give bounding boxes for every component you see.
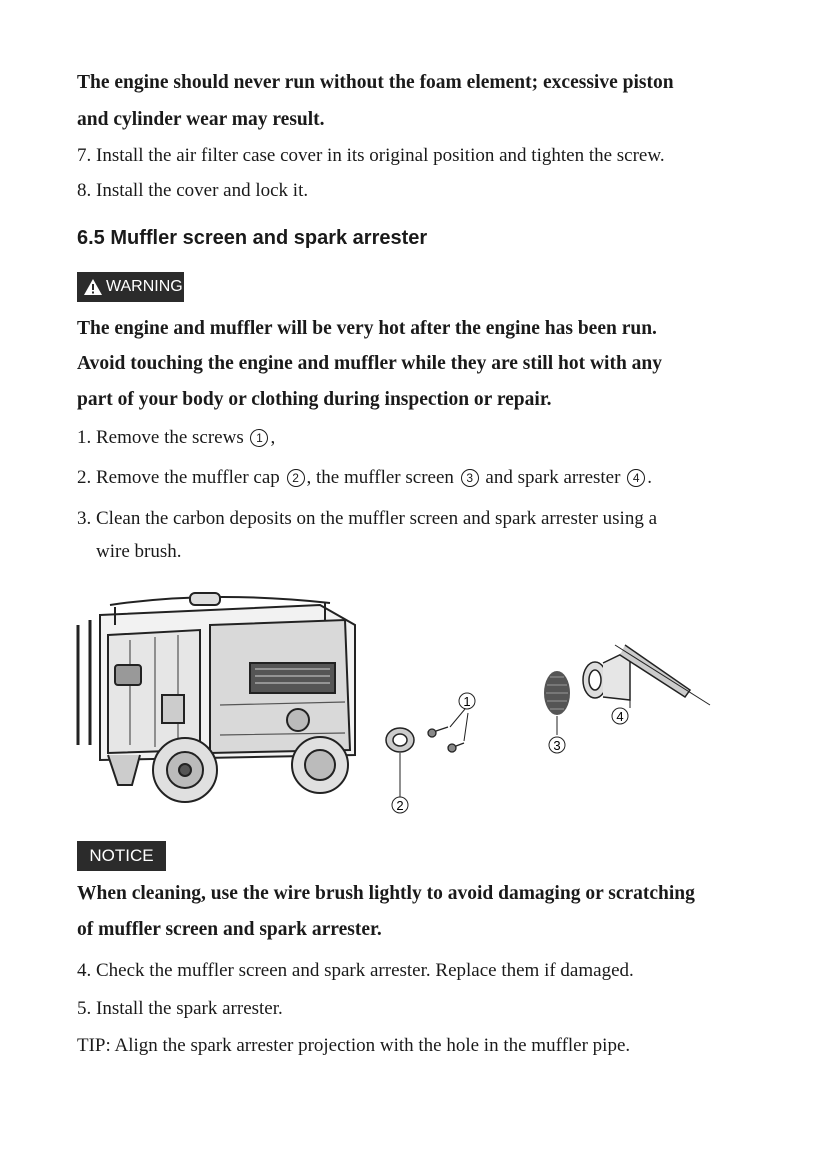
caution-text-line-2: and cylinder wear may result.	[77, 109, 325, 130]
notice-label: NOTICE	[89, 846, 154, 865]
svg-text:1: 1	[463, 694, 471, 709]
notice-text-line-1: When cleaning, use the wire brush lightly to avoid damaging or scratching	[77, 883, 695, 904]
screws-part	[428, 709, 468, 752]
step-1: 1. Remove the screws 1 ,	[77, 427, 276, 448]
muffler-parts-figure	[70, 585, 770, 825]
generator-illustration	[78, 593, 355, 802]
step-5: 5. Install the spark arrester.	[77, 998, 283, 1019]
callout-ref-2: 2	[287, 469, 305, 487]
warning-text-line-1: The engine and muffler will be very hot after the engine has been run.	[77, 318, 657, 339]
notice-badge	[77, 841, 166, 871]
muffler-screen-part	[544, 671, 570, 735]
callout-2	[392, 797, 408, 813]
spark-arrester-part	[583, 645, 710, 708]
callout-ref-4: 4	[627, 469, 645, 487]
warning-triangle-icon	[83, 278, 103, 296]
step-4: 4. Check the muffler screen and spark arrester. Replace them if damaged.	[77, 960, 634, 981]
step-3-line-1: 3. Clean the carbon deposits on the muffler screen and spark arrester using a	[77, 508, 658, 529]
warning-label: WARNING	[106, 278, 183, 295]
svg-text:2: 2	[396, 798, 404, 813]
warning-text-line-2: Avoid touching the engine and muffler while they are still hot with any	[77, 353, 663, 374]
caution-text-line-1: The engine should never run without the foam element; excessive piston	[77, 72, 674, 93]
callout-3	[549, 737, 565, 753]
warning-badge	[77, 272, 184, 302]
step-3-line-2: wire brush.	[96, 541, 182, 562]
tip-text: TIP: Align the spark arrester projection with the hole in the muffler pipe.	[77, 1035, 631, 1056]
step-7: 7. Install the air filter case cover in its original position and tighten the screw.	[77, 145, 665, 166]
notice-text-line-2: of muffler screen and spark arrester.	[77, 919, 382, 940]
warning-text-line-3: part of your body or clothing during inspection or repair.	[77, 389, 552, 410]
callout-1	[459, 693, 475, 709]
callout-4	[612, 708, 628, 724]
step-2: 2. Remove the muffler cap 2 , the muffler screen 3 and spark arrester 4 .	[77, 467, 652, 488]
callout-ref-1: 1	[250, 429, 268, 447]
section-heading: 6.5 Muffler screen and spark arrester	[77, 227, 428, 249]
muffler-cap-part	[386, 728, 414, 797]
step-8: 8. Install the cover and lock it.	[77, 180, 309, 201]
svg-text:4: 4	[616, 709, 624, 724]
svg-text:3: 3	[553, 738, 561, 753]
callout-ref-3: 3	[461, 469, 479, 487]
